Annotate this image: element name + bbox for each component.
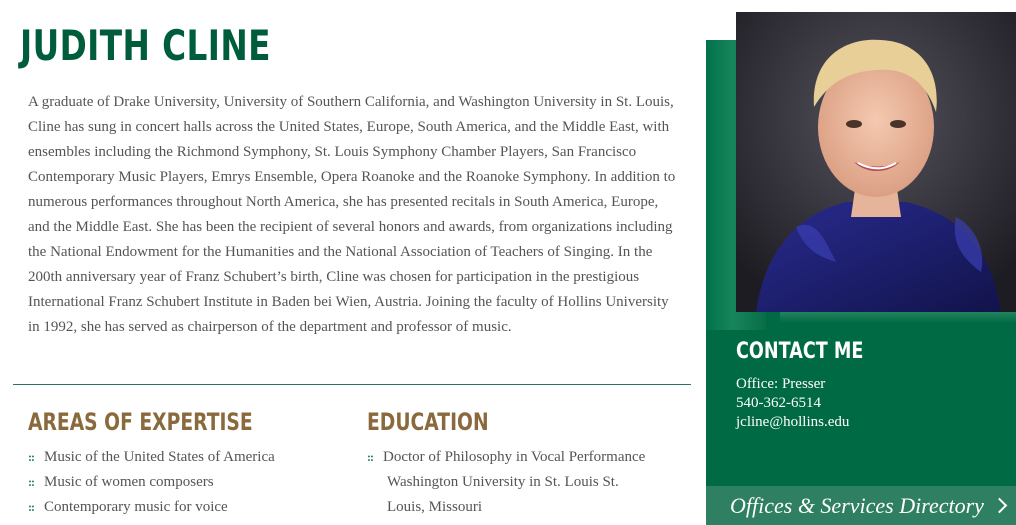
list-item [367, 445, 677, 520]
bullet-icon: :: [28, 475, 34, 489]
list-item [28, 445, 348, 470]
page-title: JUDITH CLINE [20, 21, 271, 70]
bullet-icon: :: [28, 450, 34, 464]
education-heading: EDUCATION [367, 408, 489, 436]
expertise-item-label: Music of women composers [44, 474, 214, 490]
contact-office: Office: Presser [736, 376, 826, 392]
contact-email-link[interactable]: jcline@hollins.edu [736, 414, 850, 430]
list-item [28, 495, 348, 520]
contact-phone[interactable]: 540-362-6514 [736, 395, 821, 411]
expertise-item-label: Music of the United States of America [44, 449, 275, 465]
offices-directory-link[interactable] [706, 486, 1016, 525]
education-degree: Doctor of Philosophy in Vocal Performance [383, 449, 646, 465]
profile-photo [736, 12, 1016, 312]
expertise-heading: AREAS OF EXPERTISE [28, 408, 253, 436]
expertise-item-label: Contemporary music for voice [44, 499, 228, 515]
list-item [28, 470, 348, 495]
education-school-location: Louis, Missouri [387, 499, 483, 515]
portrait-illustration [736, 12, 1016, 312]
contact-heading: CONTACT ME [736, 339, 864, 364]
education-list [367, 445, 677, 520]
chevron-right-icon [992, 498, 1008, 514]
bullet-icon: :: [28, 500, 34, 514]
expertise-list [28, 445, 348, 520]
directory-label: Offices & Services Directory [730, 492, 984, 518]
education-school: Washington University in St. Louis St. [387, 474, 619, 490]
section-divider [13, 384, 691, 385]
bio-paragraph: A graduate of Drake University, University of Southern California, and Washington University in St. Louis, Cline has sung in concert halls across the United States, Europe, South America, and the Middle East, with ensembles including the Richmond Symphony, St. Louis Symphony Chamber Players, San Francisco Contemporary Music Players, Emrys Ensemble, Opera Roanoke and the Roanoke Symphony. In addition to numerous performances throughout North America, she has presented recitals in South America, Europe, and the Middle East. She has been the recipient of several honors and awards, from organizations including the National Endowment for the Humanities and the National Association of Teachers of Singing. In the 200th anniversary year of Franz Schubert’s birth, Cline was chosen for participation in the prestigious International Franz Schubert Institute in Baden bei Wien, Austria. Joining the faculty of Hollins University in 1992, she has served as chairperson of the department and professor of music. [28, 94, 676, 335]
bullet-icon: :: [367, 450, 373, 464]
